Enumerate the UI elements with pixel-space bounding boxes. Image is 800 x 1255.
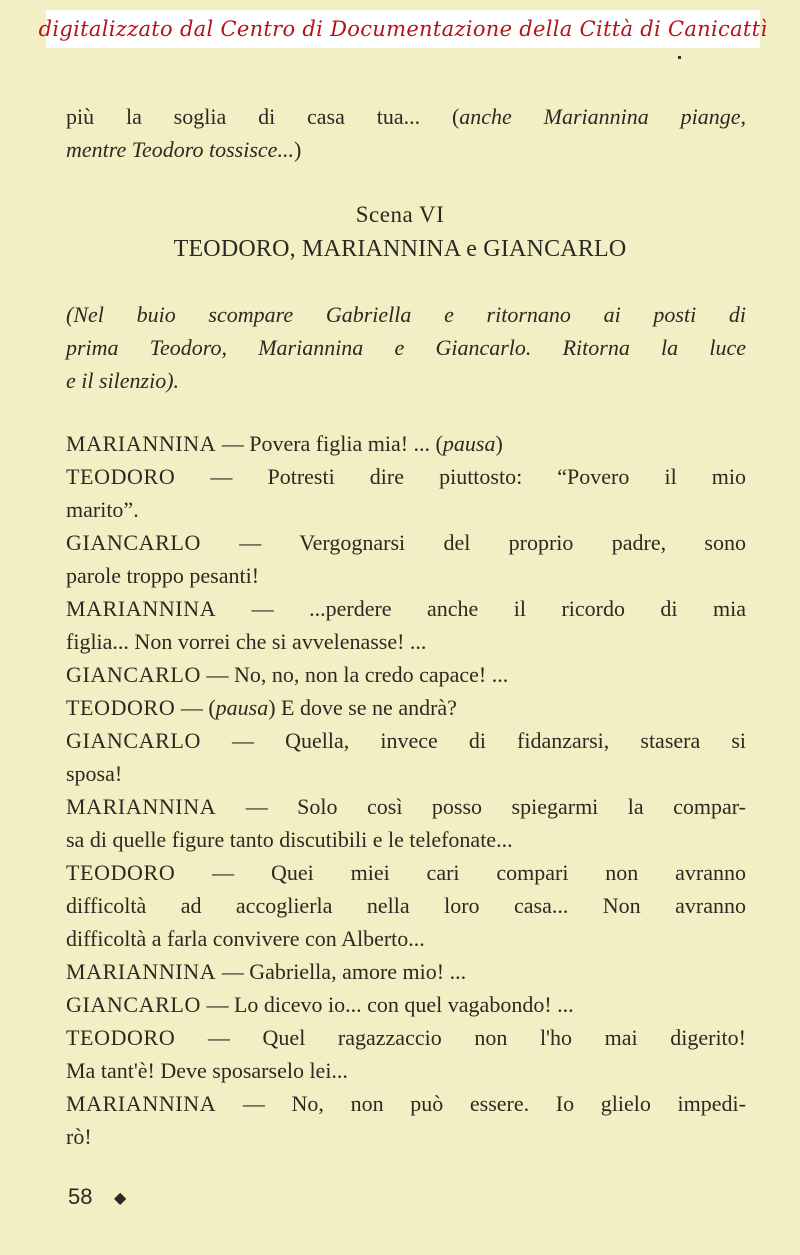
stage-direction-line: (Nel buio scompare Gabriella e ritornano ai posti di [66,302,746,327]
dialogue-line [66,658,746,691]
watermark-text: digitalizzato dal Centro di Documentazione della Città di Canicattì [38,17,768,41]
dialogue-line [66,790,746,823]
speaker-name: MARIANNINA [66,959,217,984]
dialogue-line [66,691,746,724]
dialogue-continuation-line: parole troppo pesanti! [66,563,260,588]
dialogue-text: — Povera figlia mia! ... ( [216,431,443,456]
dialogue-text: — Lo dicevo io... con quel vagabondo! ... [200,992,574,1017]
speaker-name: TEODORO [66,695,176,720]
dialogue-text: — ...perdere anche il ricordo di mia [216,596,746,621]
continuation-line: più la soglia di casa tua... (anche Mariannina piange, [66,104,746,129]
dialogue-line [66,526,746,559]
dialogue-line [66,724,746,757]
dialogue-line [66,955,746,988]
dialogue-continuation-line: sposa! [66,761,123,786]
dialogue-continuation-line: figlia... Non vorrei che si avvelenasse! ... [66,629,427,654]
diamond-ornament-icon: ◆ [114,1190,127,1207]
dialogue-continuation-line: Ma tant'è! Deve sposarselo lei... [66,1058,348,1083]
speaker-name: MARIANNINA [66,431,217,456]
speaker-name: TEODORO [66,860,176,885]
dialogue-text: — Quel ragazzaccio non l'ho mai digerito! [175,1025,746,1050]
stage-direction-line: e il silenzio). [66,368,180,393]
continuation-line: mentre Teodoro tossisce...) [66,137,302,162]
dialogue-line [66,1087,746,1120]
scene-characters: TEODORO, MARIANNINA e GIANCARLO [173,236,627,262]
dialogue-line [66,460,746,493]
scene-heading [0,198,800,266]
speaker-name: TEODORO [66,1025,176,1050]
speaker-name: GIANCARLO [66,992,201,1017]
dialogue-line [66,427,746,460]
dialogue-continuation-line: sa di quelle figure tanto discutibili e le telefonate... [66,827,513,852]
dialogue-line [66,988,746,1021]
speaker-name: GIANCARLO [66,728,201,753]
stage-cue: pausa [215,695,269,720]
stage-cue: pausa [442,431,496,456]
dialogue-continuation-line: rò! [66,1124,92,1149]
scene-number: Scena VI [355,202,445,227]
stage-direction-line: prima Teodoro, Mariannina e Giancarlo. Ritorna la luce [66,335,746,360]
dialogue-line [66,856,746,889]
dialogue-continuation-line: difficoltà ad accoglierla nella loro casa... Non avranno [66,893,746,918]
dialogue-text: — Vergognarsi del proprio padre, sono [200,530,746,555]
dialogue-text: — No, no, non la credo capace! ... [200,662,509,687]
dialogue-text: — Quei miei cari compari non avranno [175,860,746,885]
speaker-name: MARIANNINA [66,596,217,621]
dialogue-line [66,1021,746,1054]
dialogue-block [66,427,746,1153]
dialogue-text: — Solo così posso spiegarmi la compar- [216,794,746,819]
page-number: 58 [68,1184,93,1209]
speaker-name: TEODORO [66,464,176,489]
dialogue-text: — Potresti dire piuttosto: “Povero il mio [175,464,746,489]
dialogue-text: — Quella, invece di fidanzarsi, stasera si [200,728,746,753]
dialogue-text: ) E dove se ne andrà? [268,695,457,720]
dialogue-text: — No, non può essere. Io glielo impedi- [216,1091,746,1116]
dialogue-continuation-line: marito”. [66,497,139,522]
speaker-name: MARIANNINA [66,1091,217,1116]
speaker-name: GIANCARLO [66,662,201,687]
stage-direction [66,298,746,397]
dialogue-text: ) [495,431,503,456]
previous-scene-continuation [66,100,746,166]
print-speck [678,56,681,59]
dialogue-text: — Gabriella, amore mio! ... [216,959,467,984]
dialogue-line [66,592,746,625]
dialogue-continuation-line: difficoltà a farla convivere con Alberto... [66,926,425,951]
digitization-watermark [38,10,768,48]
speaker-name: GIANCARLO [66,530,201,555]
speaker-name: MARIANNINA [66,794,217,819]
dialogue-text: — ( [175,695,216,720]
